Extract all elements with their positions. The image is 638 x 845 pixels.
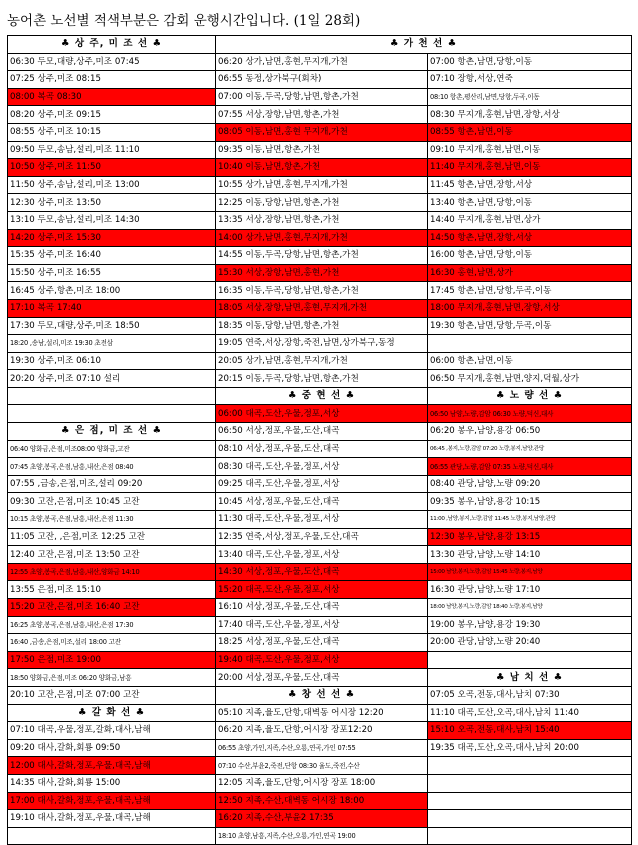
table-row <box>8 141 632 159</box>
schedule-cell: 12:30 상주,미조 13:50 <box>8 194 216 212</box>
schedule-cell: 16:00 항촌,남면,당항,이동 <box>428 247 632 265</box>
table-row <box>8 247 632 265</box>
table-row <box>8 299 632 317</box>
schedule-cell: 20:15 이동,두곡,당항,남면,항촌,가천 <box>216 370 428 388</box>
schedule-cell: 05:10 지족,율도,단항,대벽동 어시장 12:20 <box>216 704 428 722</box>
schedule-cell: 07:10 수산,부윤2,죽전,단항 08:30 율도,죽전,수산 <box>216 757 428 775</box>
reduced-schedule-cell: 14:30 서상,정포,우물,도산,대곡 <box>216 563 428 581</box>
schedule-cell: 16:40 ,금송,은점,미조,설리 18:00 고잔 <box>8 634 216 652</box>
reduced-schedule-cell: 15:20 고잔,은점,미조 16:40 고잔 <box>8 599 216 617</box>
empty-cell <box>428 335 632 353</box>
schedule-cell: 16:35 이동,두곡,당항,남면,항촌,가천 <box>216 282 428 300</box>
schedule-cell: 15:50 상주,미조 16:55 <box>8 264 216 282</box>
table-row <box>8 282 632 300</box>
schedule-cell: 06:55 초양,가인,지족,수산,오룡,연곡,가인 07:55 <box>216 739 428 757</box>
schedule-cell: 07:10 장항,서상,연죽 <box>428 71 632 89</box>
reduced-schedule-cell: 12:30 봉우,남양,용강 13:15 <box>428 528 632 546</box>
schedule-cell: 12:35 연죽,서상,정포,우물,도산,대곡 <box>216 528 428 546</box>
table-row <box>8 423 632 441</box>
table-row <box>8 493 632 511</box>
schedule-cell: 06:40 양화금,은점,미조08:00 양화금,고잔 <box>8 440 216 458</box>
schedule-cell: 07:45 초양,봉곡,은점,남흥,내산,은점 08:40 <box>8 458 216 476</box>
schedule-cell: 19:10 대사,갈화,정포,우물,대곡,남해 <box>8 810 216 828</box>
empty-cell <box>8 405 216 423</box>
schedule-cell: 20:20 상주,미조 07:10 설리 <box>8 370 216 388</box>
table-row <box>8 511 632 529</box>
schedule-cell: 07:55 ,금송,은점,미조,설리 09:20 <box>8 475 216 493</box>
schedule-cell: 09:30 고잔,은점,미조 10:45 고잔 <box>8 493 216 511</box>
schedule-cell: 20:05 상가,남면,홍현,무지개,가천 <box>216 352 428 370</box>
schedule-cell: 08:30 대곡,도산,우물,정포,서상 <box>216 458 428 476</box>
table-row <box>8 106 632 124</box>
schedule-cell: 09:35 봉우,남양,용강 10:15 <box>428 493 632 511</box>
schedule-cell: 13:30 관당,남양,노량 14:10 <box>428 546 632 564</box>
table-row <box>8 317 632 335</box>
table-row <box>8 176 632 194</box>
route-header: ♣ 상 주, 미 조 선 ♣ <box>8 36 216 54</box>
schedule-cell: 12:25 이동,당항,남면,항촌,가천 <box>216 194 428 212</box>
reduced-schedule-cell: 18:00 무지개,홍현,남면,장항,서상 <box>428 299 632 317</box>
route-header: ♣ 남 치 선 ♣ <box>428 669 632 687</box>
empty-cell <box>428 792 632 810</box>
reduced-schedule-cell: 16:20 지족,수산,부윤2 17:35 <box>216 810 428 828</box>
table-row <box>8 616 632 634</box>
route-header: ♣ 가 천 선 ♣ <box>216 36 632 54</box>
schedule-cell: 06:20 지족,율도,단항,어시장 장포12:20 <box>216 722 428 740</box>
schedule-cell: 19:35 대곡,도산,오곡,대사,남치 20:00 <box>428 739 632 757</box>
reduced-schedule-cell: 10:50 상주,미조 11:50 <box>8 159 216 177</box>
schedule-cell: 06:00 항촌,남면,이동 <box>428 352 632 370</box>
table-row <box>8 458 632 476</box>
schedule-cell: 18:20 ,송남,설리,미조 19:30 초전삼 <box>8 335 216 353</box>
reduced-schedule-cell: 17:00 대사,갈화,정포,우물,대곡,남해 <box>8 792 216 810</box>
schedule-cell: 07:10 대곡,우물,정포,갈화,대사,남해 <box>8 722 216 740</box>
table-row <box>8 387 632 405</box>
bus-timetable <box>7 35 632 845</box>
schedule-cell: 14:35 대사,갈화,회룡 15:00 <box>8 774 216 792</box>
reduced-schedule-cell: 08:00 복곡 08:30 <box>8 88 216 106</box>
table-row <box>8 211 632 229</box>
schedule-cell: 08:30 무지개,홍현,남면,장항,서상 <box>428 106 632 124</box>
schedule-cell: 19:05 연죽,서상,장항,죽전,남면,상가북구,동정 <box>216 335 428 353</box>
schedule-cell: 06:50 서상,정포,우물,도산,대곡 <box>216 423 428 441</box>
schedule-cell: 06:55 동정,상가북구(회차) <box>216 71 428 89</box>
schedule-cell: 07:25 상주,미조 08:15 <box>8 71 216 89</box>
table-row <box>8 774 632 792</box>
schedule-cell: 18:00 남양,봉지,노량,감암 18:40 노량,봉지,남양 <box>428 599 632 617</box>
schedule-cell: 06:45 ,봉지,노량,감암 07:20 노량,봉지,남양,관당 <box>428 440 632 458</box>
schedule-cell: 14:55 이동,두곡,당항,남면,항촌,가천 <box>216 247 428 265</box>
table-row <box>8 264 632 282</box>
schedule-cell: 08:10 항촌,평산리,남면,당항,두곡,이동 <box>428 88 632 106</box>
empty-cell <box>428 757 632 775</box>
table-row <box>8 757 632 775</box>
reduced-schedule-cell: 06:50 남양,노량,감암 06:30 노량,덕신,대사 <box>428 405 632 423</box>
reduced-schedule-cell: 12:00 대사,갈화,정포,우물,대곡,남해 <box>8 757 216 775</box>
schedule-cell: 18:50 양화금,은점,미조 06:20 양화금,남흥 <box>8 669 216 687</box>
reduced-schedule-cell: 18:05 서상,장항,남면,홍현,무지개,가천 <box>216 299 428 317</box>
schedule-cell: 06:20 상가,남면,홍현,무지개,가천 <box>216 53 428 71</box>
schedule-cell: 13:40 항촌,남면,당항,이동 <box>428 194 632 212</box>
schedule-cell: 20:10 고잔,은점,미조 07:00 고잔 <box>8 686 216 704</box>
table-row <box>8 405 632 423</box>
schedule-cell: 07:00 항촌,남면,당항,이동 <box>428 53 632 71</box>
table-row <box>8 71 632 89</box>
schedule-cell: 11:10 대곡,도산,오곡,대사,남치 11:40 <box>428 704 632 722</box>
schedule-cell: 09:10 무지개,홍현,남면,이동 <box>428 141 632 159</box>
schedule-cell: 13:35 서상,장항,남면,항촌,가천 <box>216 211 428 229</box>
schedule-cell: 06:30 두모,대량,상주,미조 07:45 <box>8 53 216 71</box>
schedule-cell: 09:25 대곡,도산,우물,정포,서상 <box>216 475 428 493</box>
table-row <box>8 194 632 212</box>
reduced-schedule-cell: 08:55 항촌,남면,이동 <box>428 123 632 141</box>
table-row <box>8 88 632 106</box>
schedule-cell: 11:30 대곡,도산,우물,정포,서상 <box>216 511 428 529</box>
table-row <box>8 53 632 71</box>
schedule-cell: 18:35 이동,당항,남면,항촌,가천 <box>216 317 428 335</box>
schedule-cell: 08:10 서상,정포,우물,도산,대곡 <box>216 440 428 458</box>
reduced-schedule-cell: 10:40 이동,남면,항촌,가천 <box>216 159 428 177</box>
schedule-cell: 10:15 초양,봉곡,은점,남흥,내산,은점 11:30 <box>8 511 216 529</box>
schedule-cell: 12:40 고잔,은점,미조 13:50 고잔 <box>8 546 216 564</box>
schedule-cell: 18:10 초양,남흥,지족,수산,오룡,가인,연곡 19:00 <box>216 827 428 845</box>
table-row <box>8 651 632 669</box>
reduced-schedule-cell: 12:50 지족,수산,대벽동 어시장 18:00 <box>216 792 428 810</box>
schedule-cell: 17:40 대곡,도산,우물,정포,서상 <box>216 616 428 634</box>
reduced-schedule-cell: 15:00 남양,봉지,노량,감암 15:45 노량,봉지,남양 <box>428 563 632 581</box>
schedule-cell: 18:25 서상,정포,우물,도산,대곡 <box>216 634 428 652</box>
table-row <box>8 528 632 546</box>
schedule-cell: 17:45 항촌,남면,당항,두곡,이동 <box>428 282 632 300</box>
schedule-cell: 11:45 항촌,남면,장항,서상 <box>428 176 632 194</box>
schedule-cell: 19:30 항촌,남면,당항,두곡,이동 <box>428 317 632 335</box>
empty-cell <box>8 387 216 405</box>
page-title: 농어촌 노선별 적색부분은 감회 운행시간입니다. (1일 28회) <box>7 13 361 29</box>
table-row <box>8 581 632 599</box>
table-row <box>8 370 632 388</box>
schedule-cell: 08:40 관당,남양,노량 09:20 <box>428 475 632 493</box>
schedule-cell: 07:00 이동,두곡,당항,남면,항촌,가천 <box>216 88 428 106</box>
table-row <box>8 440 632 458</box>
reduced-schedule-cell: 06:00 대곡,도산,우물,정포,서상 <box>216 405 428 423</box>
schedule-cell: 16:45 상주,항촌,미조 18:00 <box>8 282 216 300</box>
schedule-cell: 06:50 무지개,홍현,남면,양지,덕월,상가 <box>428 370 632 388</box>
schedule-cell: 15:35 상주,미조 16:40 <box>8 247 216 265</box>
table-row <box>8 669 632 687</box>
schedule-cell: 10:55 상가,남면,홍현,무지개,가천 <box>216 176 428 194</box>
reduced-schedule-cell: 06:55 관당,노량,감암 07:35 노량,덕신,대사 <box>428 458 632 476</box>
schedule-cell: 13:40 대곡,도산,우물,정포,서상 <box>216 546 428 564</box>
timetable-body <box>8 36 632 845</box>
table-row <box>8 739 632 757</box>
table-row <box>8 810 632 828</box>
reduced-schedule-cell: 14:20 상주,미조 15:30 <box>8 229 216 247</box>
schedule-cell: 20:00 관당,남양,노량 20:40 <box>428 634 632 652</box>
schedule-cell: 09:35 이동,남면,항촌,가천 <box>216 141 428 159</box>
schedule-cell: 12:05 지족,율도,단항,어시장 장포 18:00 <box>216 774 428 792</box>
table-row <box>8 475 632 493</box>
table-row <box>8 546 632 564</box>
reduced-schedule-cell: 17:10 복곡 17:40 <box>8 299 216 317</box>
table-row <box>8 792 632 810</box>
reduced-schedule-cell: 08:05 이동,남면,홍현 무지개,가천 <box>216 123 428 141</box>
schedule-cell: 20:00 서상,정포,우물,도산,대곡 <box>216 669 428 687</box>
reduced-schedule-cell: 16:30 홍현,남면,상가 <box>428 264 632 282</box>
route-header: ♣ 은 점, 미 조 선 ♣ <box>8 423 216 441</box>
reduced-schedule-cell: 15:30 서상,장항,남면,홍현,가천 <box>216 264 428 282</box>
table-row <box>8 722 632 740</box>
schedule-cell: 11:50 상주,송남,설리,미조 13:00 <box>8 176 216 194</box>
schedule-cell: 16:30 관당,남양,노량 17:10 <box>428 581 632 599</box>
schedule-cell: 10:45 서상,정포,우물,도산,대곡 <box>216 493 428 511</box>
table-row <box>8 827 632 845</box>
schedule-cell: 16:25 초양,봉곡,은점,남흥,내산,은점 17:30 <box>8 616 216 634</box>
reduced-schedule-cell: 19:40 대곡,도산,우물,정포,서상 <box>216 651 428 669</box>
reduced-schedule-cell: 17:50 은점,미조 19:00 <box>8 651 216 669</box>
reduced-schedule-cell: 12:55 초양,봉곡,은점,남흥,내산,양화금 14:10 <box>8 563 216 581</box>
schedule-cell: 07:55 서상,장항,남면,항촌,가천 <box>216 106 428 124</box>
reduced-schedule-cell: 14:50 항촌,남면,장항,서상 <box>428 229 632 247</box>
schedule-cell: 13:10 두모,송남,설리,미조 14:30 <box>8 211 216 229</box>
empty-cell <box>8 827 216 845</box>
route-header: ♣ 중 현 선 ♣ <box>216 387 428 405</box>
schedule-cell: 09:20 대사,갈화,회룡 09:50 <box>8 739 216 757</box>
table-row <box>8 704 632 722</box>
schedule-cell: 14:40 무지개,홍현,남면,상가 <box>428 211 632 229</box>
reduced-schedule-cell: 11:40 무지개,홍현,남면,이동 <box>428 159 632 177</box>
reduced-schedule-cell: 15:10 오곡,전동,대사,남치 15:40 <box>428 722 632 740</box>
table-row <box>8 634 632 652</box>
table-row <box>8 123 632 141</box>
schedule-cell: 08:20 상주,미조 09:15 <box>8 106 216 124</box>
schedule-cell: 19:30 상주,미조 06:10 <box>8 352 216 370</box>
schedule-cell: 13:55 은점,미조 15:10 <box>8 581 216 599</box>
empty-cell <box>428 774 632 792</box>
schedule-cell: 17:30 두모,대량,상주,미조 18:50 <box>8 317 216 335</box>
table-row <box>8 686 632 704</box>
schedule-cell: 08:55 상주,미조 10:15 <box>8 123 216 141</box>
empty-cell <box>428 810 632 828</box>
table-row <box>8 229 632 247</box>
route-header: ♣ 갈 화 선 ♣ <box>8 704 216 722</box>
table-row <box>8 335 632 353</box>
schedule-cell: 11:05 고잔, ,은점,미조 12:25 고잔 <box>8 528 216 546</box>
table-row <box>8 563 632 581</box>
schedule-cell: 16:10 서상,정포,우물,도산,대곡 <box>216 599 428 617</box>
schedule-cell: 09:50 두모,송남,설리,미조 11:10 <box>8 141 216 159</box>
route-header: ♣ 노 량 선 ♣ <box>428 387 632 405</box>
table-row <box>8 36 632 54</box>
schedule-cell: 06:20 봉우,남양,용강 06:50 <box>428 423 632 441</box>
table-row <box>8 599 632 617</box>
empty-cell <box>428 827 632 845</box>
route-header: ♣ 창 선 선 ♣ <box>216 686 428 704</box>
reduced-schedule-cell: 15:20 대곡,도산,우물,정포,서상 <box>216 581 428 599</box>
table-row <box>8 159 632 177</box>
reduced-schedule-cell: 14:00 상가,남면,홍현,무지개,가천 <box>216 229 428 247</box>
schedule-cell: 19:00 봉우,남양,용강 19:30 <box>428 616 632 634</box>
schedule-cell: 07:05 오곡,전동,대사,남치 07:30 <box>428 686 632 704</box>
empty-cell <box>428 651 632 669</box>
schedule-cell: 11:00 ,남양,봉지,노량,감암 11:45 노량,봉지,남양,관당 <box>428 511 632 529</box>
table-row <box>8 352 632 370</box>
